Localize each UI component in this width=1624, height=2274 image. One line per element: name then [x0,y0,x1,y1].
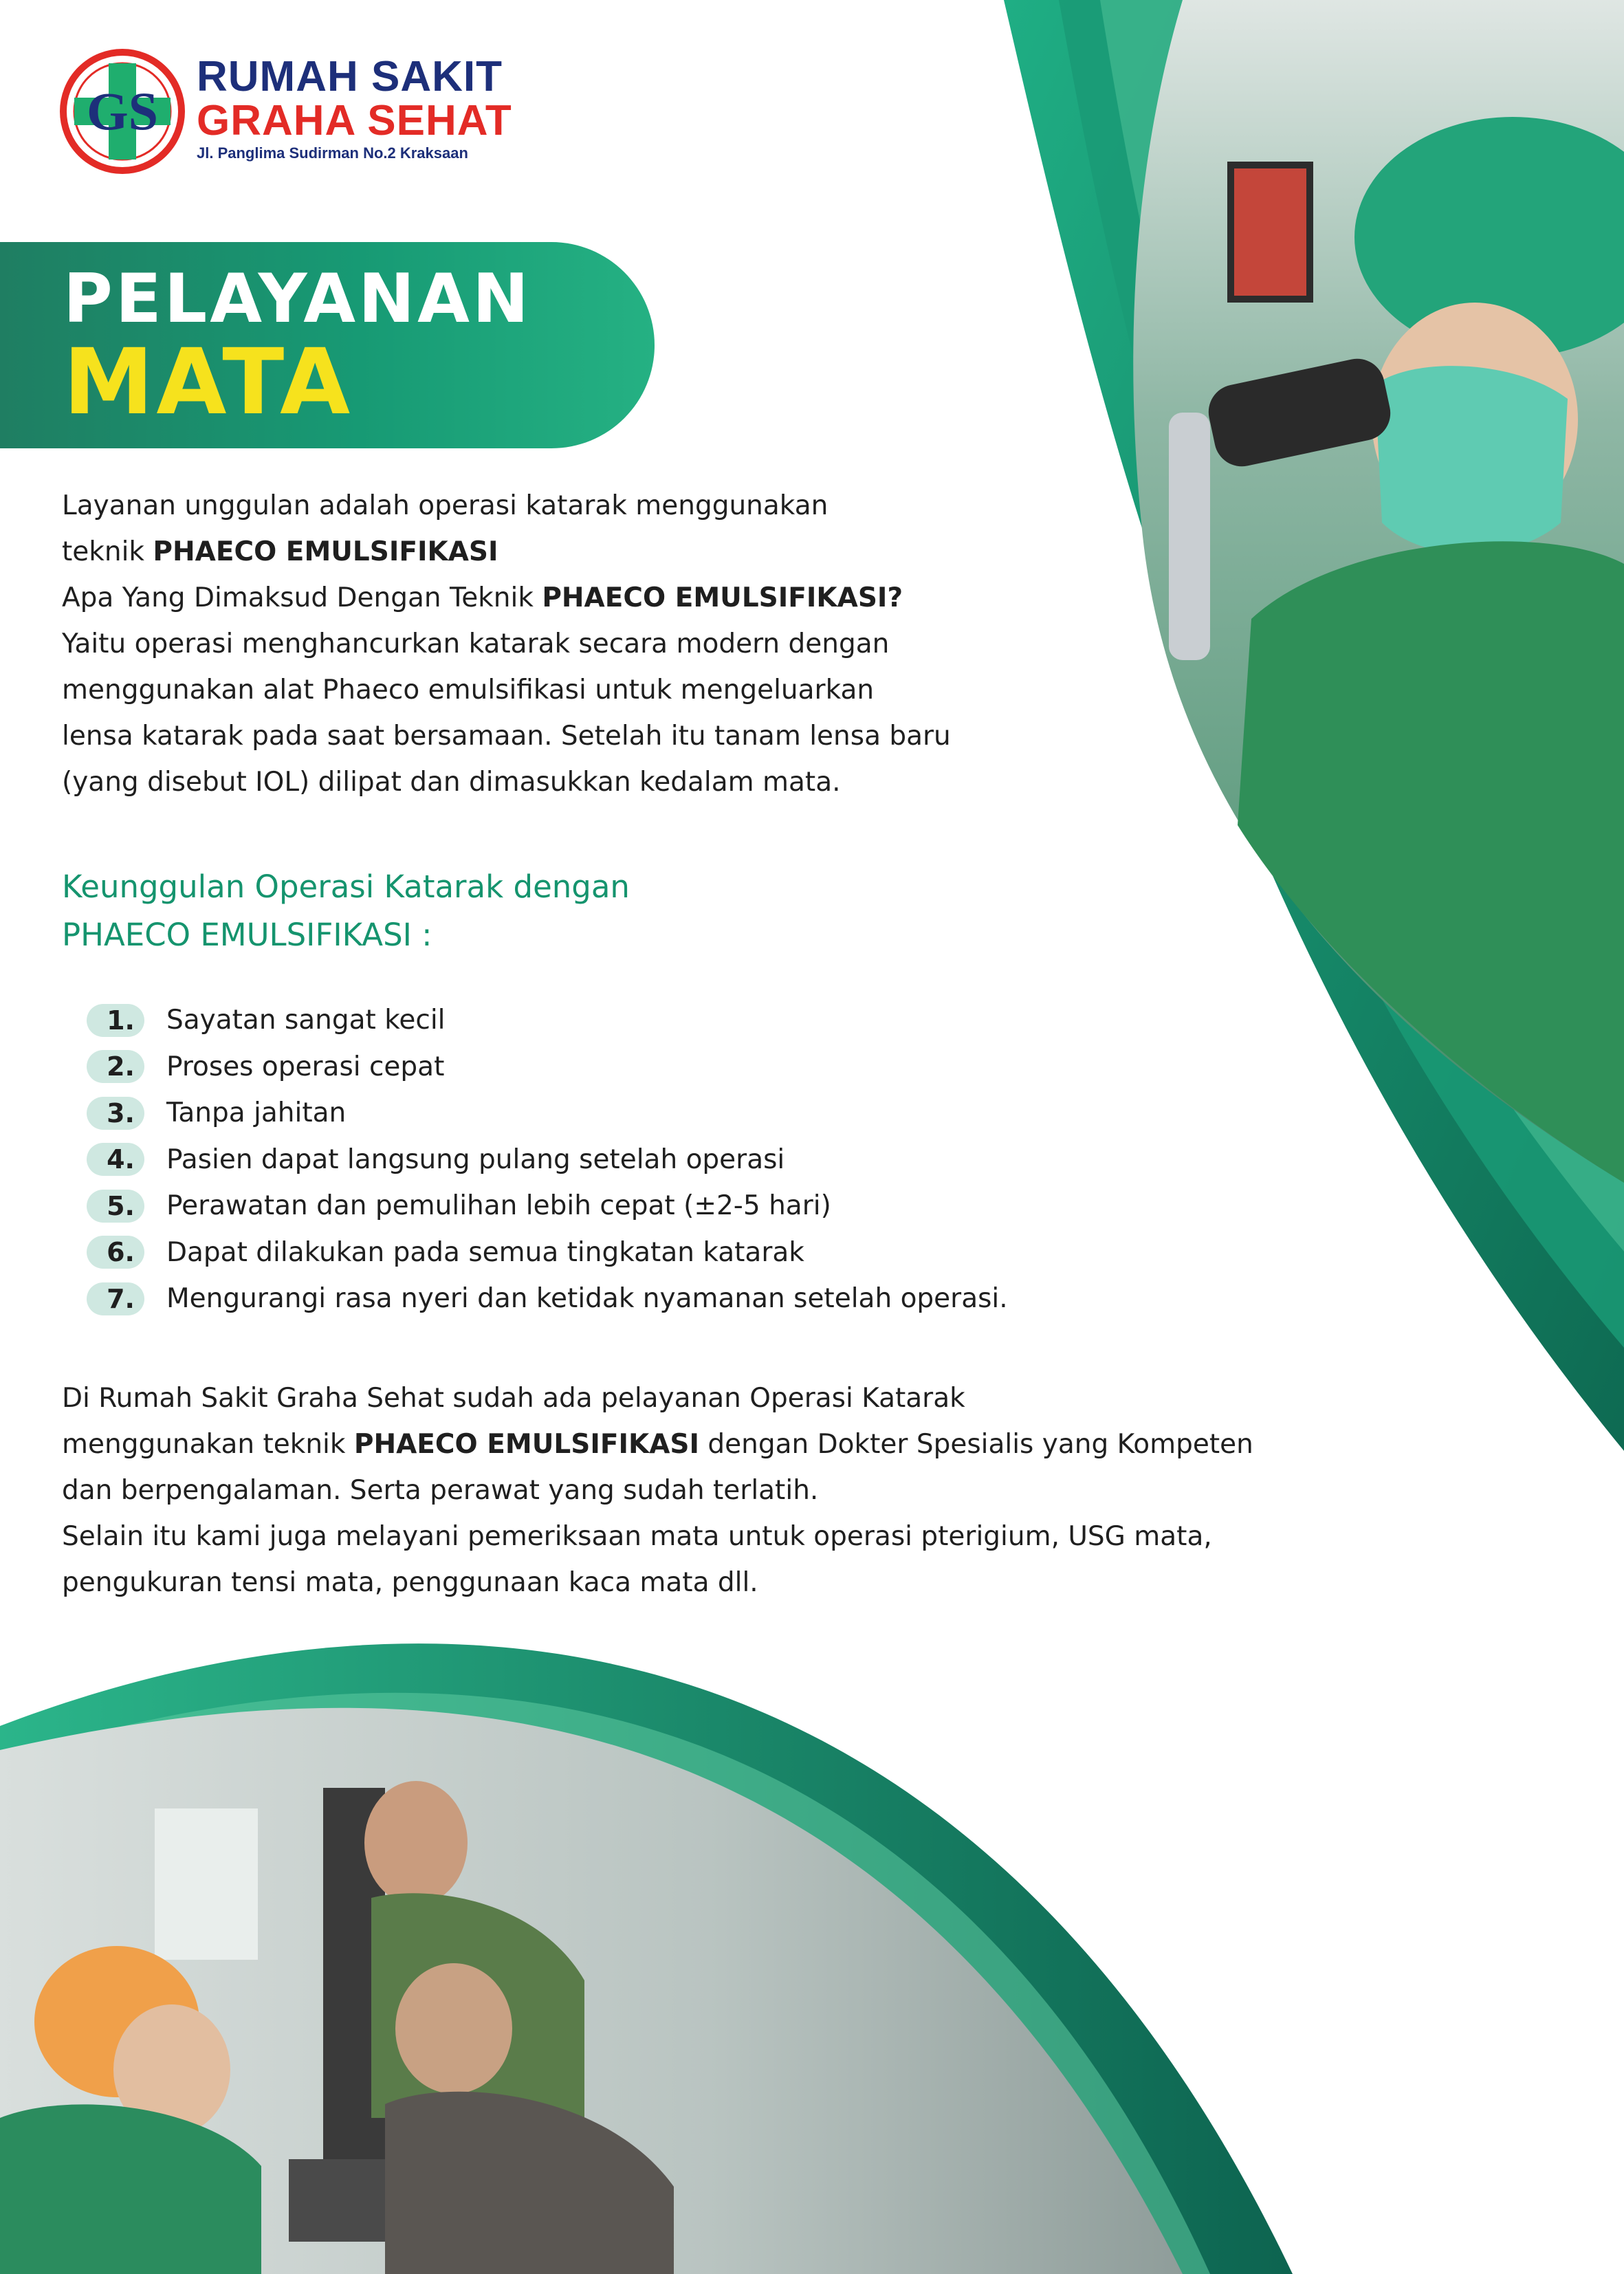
hospital-name-line1: RUMAH SAKIT [197,53,503,100]
list-item-number: 2. [87,1050,144,1083]
list-item-text: Pasien dapat langsung pulang setelah operasi [166,1144,785,1175]
list-item-number: 1. [87,1004,144,1037]
list-item-number: 6. [87,1236,144,1269]
intro-line-2 [62,529,951,575]
logo-monogram: GS [86,81,159,141]
closing-line-2-suffix: dengan Dokter Spesialis yang Kompeten [699,1429,1253,1460]
intro-line-2-text: teknik [62,536,153,567]
closing-line-3: dan berpengalaman. Serta perawat yang sudah terlatih. [62,1475,819,1506]
intro-line-7: (yang disebut IOL) dilipat dan dimasukkan kedalam mata. [62,767,841,798]
closing-line-2-prefix: menggunakan teknik [62,1429,354,1460]
list-item [87,1276,1008,1322]
list-item-text: Perawatan dan pemulihan lebih cepat (±2-5 hari) [166,1190,831,1222]
list-item [87,1044,1008,1091]
banner-title-line1: PELAYANAN [63,260,531,338]
intro-line-5: menggunakan alat Phaeco emulsifikasi untuk mengeluarkan [62,675,875,706]
closing-paragraph [62,1375,1253,1606]
list-item-text: Dapat dilakukan pada semua tingkatan katarak [166,1236,804,1268]
intro-paragraph [62,483,951,805]
list-item-number: 5. [87,1190,144,1223]
intro-line-3-bold: PHAECO EMULSIFIKASI? [542,582,903,613]
banner-title-line2: MATA [63,329,353,435]
list-item-number: 7. [87,1282,144,1315]
list-item [87,1183,1008,1229]
closing-line-2-bold: PHAECO EMULSIFIKASI [353,1429,699,1460]
patient-head [395,1963,512,2094]
list-item-number: 4. [87,1143,144,1176]
intro-line-3 [62,575,951,621]
closing-line-1: Di Rumah Sakit Graha Sehat sudah ada pelayanan Operasi Katarak [62,1383,965,1414]
closing-line-4: Selain itu kami juga melayani pemeriksaan mata untuk operasi pterigium, USG mata, [62,1521,1212,1552]
title-banner [0,242,655,448]
closing-line-5: pengukuran tensi mata, penggunaan kaca mata dll. [62,1567,758,1598]
intro-line-4: Yaitu operasi menghancurkan katarak secara modern dengan [62,628,890,659]
list-item [87,997,1008,1044]
list-item-number: 3. [87,1097,144,1130]
intro-line-1: Layanan unggulan adalah operasi katarak menggunakan [62,490,829,521]
intro-line-6: lensa katarak pada saat bersamaan. Setelah itu tanam lensa baru [62,721,951,752]
hospital-address: Jl. Panglima Sudirman No.2 Kraksaan [197,144,468,162]
hospital-logo [59,48,540,179]
intro-line-3-text: Apa Yang Dimaksud Dengan Teknik [62,582,542,613]
logo-text-block [197,55,512,164]
list-item-text: Mengurangi rasa nyeri dan ketidak nyamanan setelah operasi. [166,1283,1008,1315]
hospital-name-line2: GRAHA SEHAT [197,97,512,144]
advantages-heading-line2: PHAECO EMULSIFIKASI : [62,917,432,953]
microscope-arm [1169,413,1210,660]
surgeon-mask [1375,366,1568,554]
advantages-list [87,997,1008,1322]
advantages-heading-line1: Keunggulan Operasi Katarak dengan [62,868,630,905]
list-item [87,1090,1008,1137]
list-item-text: Tanpa jahitan [166,1097,347,1129]
wall-panel [155,1808,258,1960]
list-item [87,1229,1008,1276]
intro-line-2-bold: PHAECO EMULSIFIKASI [153,536,498,567]
list-item-text: Proses operasi cepat [166,1051,445,1082]
list-item [87,1137,1008,1183]
closing-line-2 [62,1421,1253,1467]
assistant-head [364,1781,468,1905]
advantages-heading [62,863,630,959]
hospital-logo-icon [59,48,190,179]
monitor-screen [1234,168,1306,296]
list-item-text: Sayatan sangat kecil [166,1005,446,1036]
